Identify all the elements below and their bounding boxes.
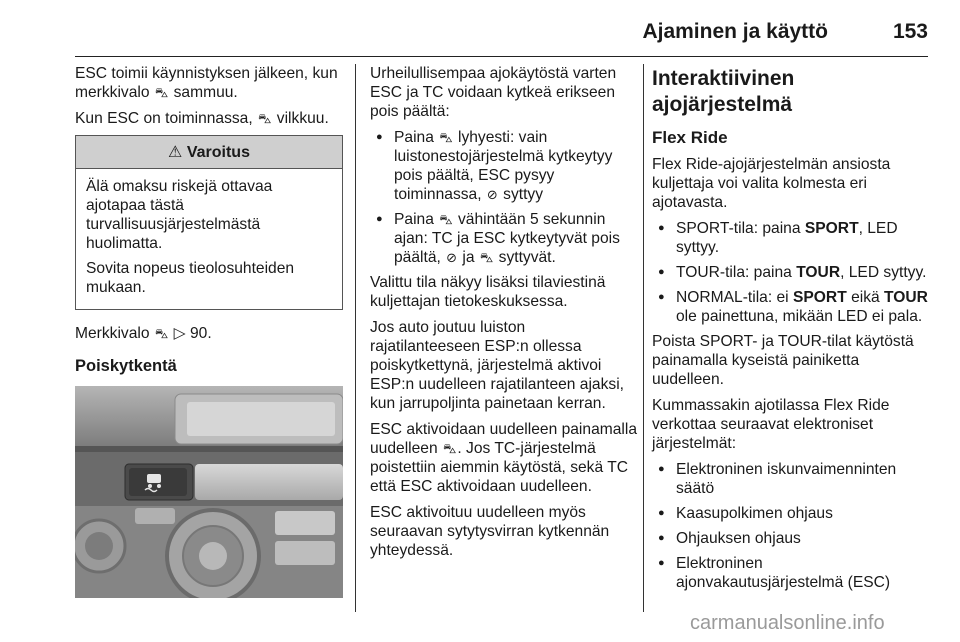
watermark: carmanualsonline.info	[690, 612, 885, 634]
page-number: 153	[892, 20, 928, 43]
list-item: ● Kaasupolkimen ohjaus	[652, 504, 928, 523]
esc-off-icon: ⛍	[479, 250, 494, 265]
list-item: ● NORMAL-tila: ei SPORT eikä TOUR ole painettuna, mikään LED ei pala.	[652, 288, 928, 326]
paragraph: ESC toimii käynnistyksen jälkeen, kun merkkivalo ⛍ sammuu.	[75, 65, 338, 101]
warning-text: Sovita nopeus tieolosuhteiden mukaan.	[86, 260, 295, 296]
column-3	[652, 64, 928, 598]
paragraph: Poista SPORT- ja TOUR-tilat käytöstä painamalla kyseistä painiketta uudelleen.	[652, 333, 914, 388]
mode-list	[652, 219, 928, 326]
column-2	[370, 64, 638, 567]
paragraph: Kun ESC on toiminnassa, ⛍ vilkkuu.	[75, 110, 329, 127]
skid-car-icon: ⛍	[439, 212, 453, 227]
skid-car-icon: ⛍	[439, 130, 453, 145]
paragraph: Kummassakin ajotilassa Flex Ride verkottaa seuraavat elektroniset järjestelmät:	[652, 397, 890, 452]
list-item: ● Elektroninen ajonvakautusjärjestelmä (ESC)	[652, 554, 928, 592]
warning-text: Älä omaksu riskejä ottavaa ajotapaa tästä turvallisuusjärjestelmästä huolimatta.	[86, 178, 273, 252]
section-title: Ajaminen ja käyttö	[642, 20, 828, 43]
paragraph: Jos auto joutuu luiston rajatilanteeseen ESP:n ollessa poiskytkettynä, järjestelmä aktivoi ESP:n uudelleen rajatilanteen ajaksi, kun jarrupoljinta painetaan kerran.	[370, 319, 624, 412]
list-item: ● TOUR-tila: paina TOUR, LED syttyy.	[652, 263, 928, 282]
page-header	[75, 0, 928, 57]
column-divider	[355, 64, 356, 612]
dashboard-button-photo	[75, 386, 343, 598]
page-ref-arrow-icon: ▷	[173, 325, 186, 342]
tc-off-icon: ⊘	[446, 250, 458, 265]
warning-box	[75, 135, 343, 310]
paragraph: Valittu tila näkyy lisäksi tilaviestinä kuljettajan tietokeskuksessa.	[370, 274, 606, 310]
paragraph: ESC aktivoidaan uudelleen painamalla uudelleen ⛍. Jos TC-järjestelmä poistettiin aiemmin käytöstä, sekä TC että ESC aktivoidaan uudelleen.	[370, 421, 638, 495]
bullet-list	[370, 128, 638, 267]
paragraph: ESC aktivoituu uudelleen myös seuraavan sytytysvirran kytkennän yhteydessä.	[370, 504, 610, 559]
subheading: Poiskytkentä	[75, 357, 177, 375]
list-item: ● Paina ⛍ lyhyesti: vain luistonestojärjestelmä kytkeytyy pois päältä, ESC pysyy toiminnassa, ⊘ syttyy	[370, 128, 638, 204]
list-item: ● Elektroninen iskunvaimenninten säätö	[652, 460, 928, 498]
column-divider	[643, 64, 644, 612]
paragraph: Flex Ride-ajojärjestelmän ansiosta kuljettaja voi valita kolmesta eri ajotavasta.	[652, 156, 891, 211]
warning-body	[76, 169, 342, 309]
skid-car-icon: ⛍	[442, 441, 457, 456]
paragraph: Urheilullisempaa ajokäytöstä varten ESC ja TC voidaan kytkeä erikseen pois päältä:	[370, 65, 617, 120]
list-item: ● SPORT-tila: paina SPORT, LED syttyy.	[652, 219, 928, 257]
skid-car-icon: ⛍	[154, 326, 169, 341]
list-item: ● Paina ⛍ vähintään 5 sekunnin ajan: TC ja ESC kytkeytyvät pois päältä, ⊘ ja ⛍ syttyvät.	[370, 210, 638, 267]
page-reference-link[interactable]: 90.	[189, 325, 212, 342]
skid-car-icon: ⛍	[154, 85, 169, 100]
tc-off-icon: ⊘	[486, 187, 498, 202]
skid-car-icon: ⛍	[258, 111, 272, 126]
paragraph: Merkkivalo ⛍ ▷ 90.	[75, 325, 212, 342]
warning-triangle-icon: ⚠	[168, 144, 183, 161]
section-heading: Interaktiivinen ajojärjestelmä	[652, 67, 795, 116]
subheading: Flex Ride	[652, 128, 728, 147]
column-1	[75, 64, 343, 598]
list-item: ● Ohjauksen ohjaus	[652, 529, 928, 548]
warning-header: ⚠ Varoitus	[76, 136, 342, 169]
systems-list	[652, 460, 928, 592]
